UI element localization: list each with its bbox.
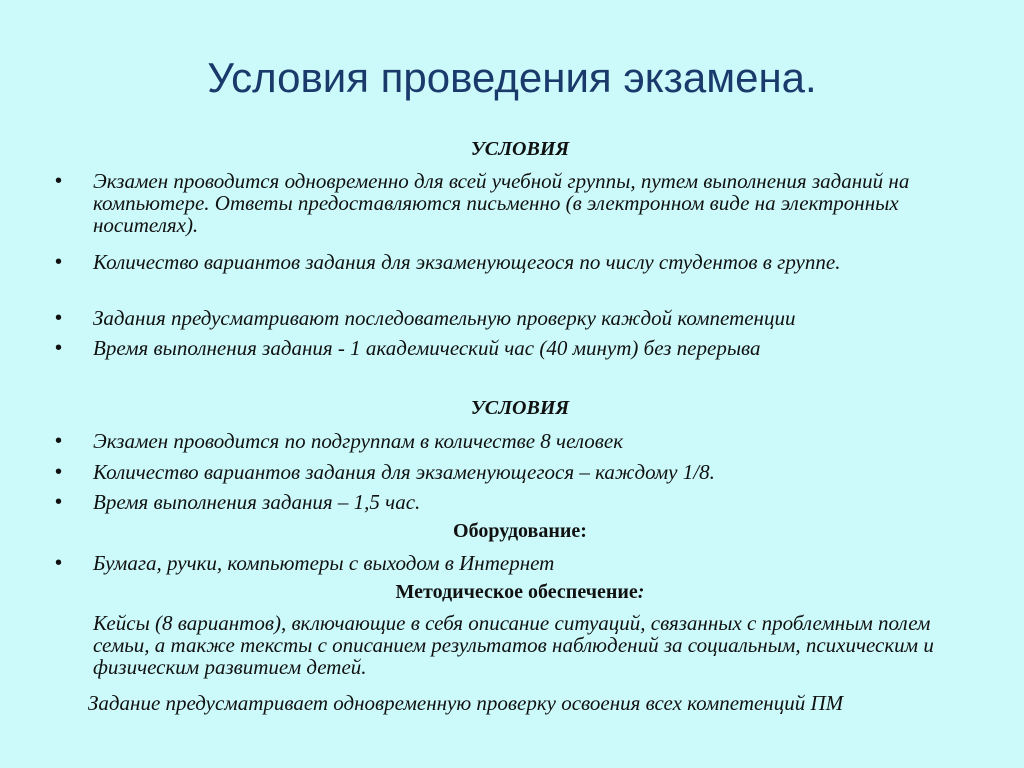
list-item-text: Количество вариантов задания для экзаменующегося – каждому 1/8. [93,460,715,484]
methodical-heading [0,581,1024,604]
bullet-icon: • [55,170,63,192]
list-item-text: Экзамен проводится по подгруппам в количестве 8 человек [93,429,624,453]
bullet-icon: • [55,552,63,574]
methodical-text: Кейсы (8 вариантов), включающие в себя описание ситуаций, связанных с проблемным полем семьи, а также тексты с описанием результатов наблюдений за социальным, психическим и физическим развитием детей. [93,611,934,679]
list-item-text: Количество вариантов задания для экзаменующегося по числу студентов в группе. [93,250,841,274]
list-item-text: Время выполнения задания – 1,5 час. [93,490,421,514]
list-item-text: Время выполнения задания - 1 академический час (40 минут) без перерыва [93,336,761,360]
bullet-icon: • [55,461,63,483]
methodical-heading-colon: : [637,581,645,603]
bullet-icon: • [55,307,63,329]
bullet-icon: • [55,491,63,513]
final-note: Задание предусматривает одновременную проверку освоения всех компетенций ПМ [88,691,844,715]
slide-title: Условия проведения экзамена. [207,54,817,101]
section1-heading: УСЛОВИЯ [470,138,570,160]
methodical-heading-label: Методическое обеспечение [395,581,638,603]
list-item-text: Экзамен проводится одновременно для всей учебной группы, путем выполнения заданий на компьютере. Ответы предоставляются письменно (в электронном виде на электронных носителях). [93,169,910,237]
bullet-icon: • [55,251,63,273]
list-item-text: Задания предусматривают последовательную проверку каждой компетенции [93,306,796,330]
bullet-icon: • [55,337,63,359]
equipment-heading: Оборудование: [453,520,587,542]
section2-heading: УСЛОВИЯ [470,397,570,419]
list-item-text: Бумага, ручки, компьютеры с выходом в Интернет [93,551,555,575]
bullet-icon: • [55,430,63,452]
